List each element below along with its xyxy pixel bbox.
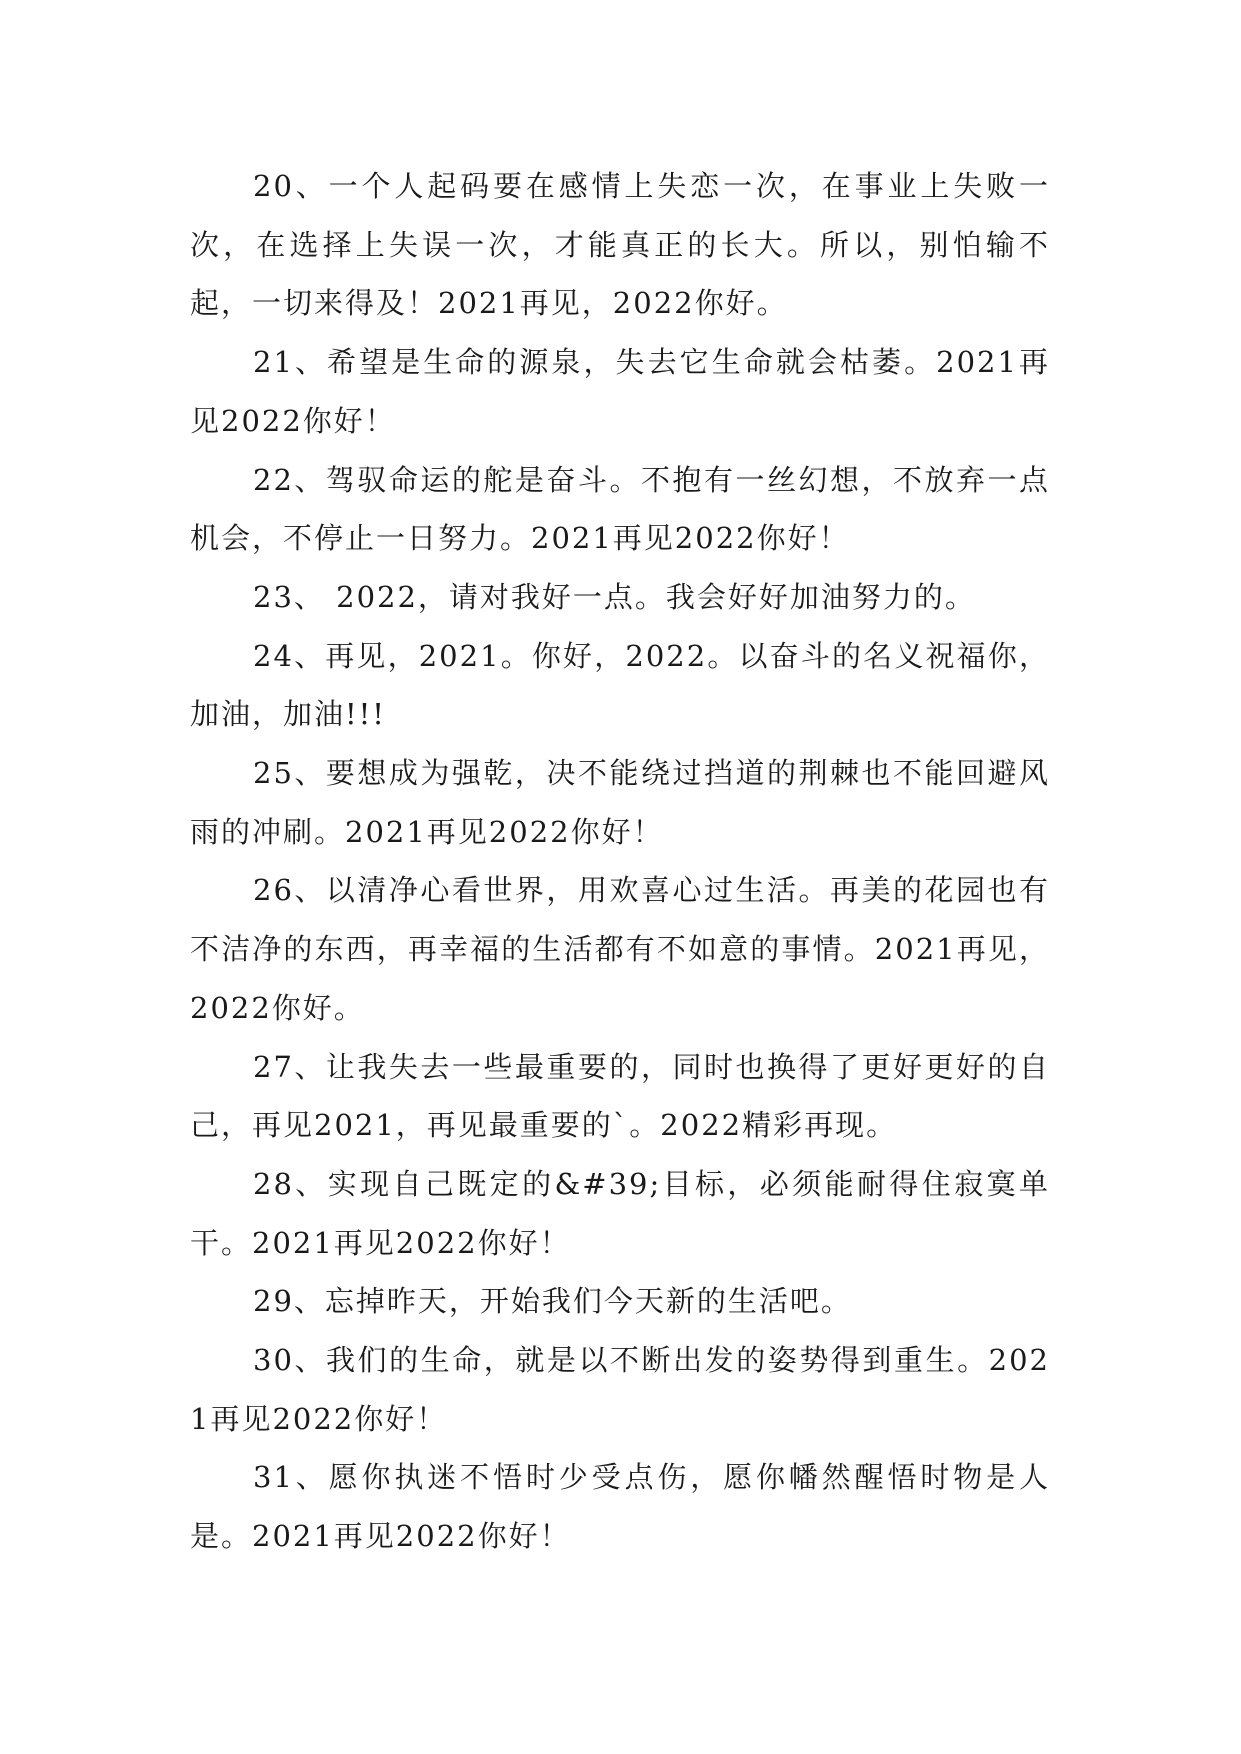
paragraph-25: 25、要想成为强乾，决不能绕过挡道的荆棘也不能回避风雨的冲刷。2021再见2022你好！	[190, 756, 1050, 849]
paragraph-21: 21、希望是生命的源泉，失去它生命就会枯萎。2021再见2022你好！	[190, 345, 1050, 438]
paragraph-27: 27、让我失去一些最重要的，同时也换得了更好更好的自己，再见2021，再见最重要的`。2022精彩再现。	[190, 1049, 1050, 1143]
paragraph-31: 31、愿你执迷不悟时少受点伤，愿你幡然醒悟时物是人是。2021再见2022你好！	[190, 1460, 1050, 1554]
paragraph-24: 24、再见，2021。你好，2022。以奋斗的名义祝福你，加油，加油!!!	[190, 638, 1050, 732]
paragraph-20: 20、一个人起码要在感情上失恋一次，在事业上失败一次，在选择上失误一次，才能真正的长大。所以，别怕输不起，一切来得及！2021再见，2022你好。	[190, 169, 1050, 321]
paragraph-23: 23、 2022，请对我好一点。我会好好加油努力的。	[253, 579, 976, 614]
paragraph-28: 28、实现自己既定的&#39;目标，必须能耐得住寂寞单干。2021再见2022你好！	[190, 1166, 1050, 1260]
paragraph-26: 26、以清净心看世界，用欢喜心过生活。再美的花园也有不洁净的东西，再幸福的生活都有不如意的事情。2021再见，2022你好。	[190, 873, 1050, 1025]
document-body	[190, 157, 1050, 1566]
paragraph-22: 22、驾驭命运的舵是奋斗。不抱有一丝幻想，不放弃一点机会，不停止一日努力。2021再见2022你好！	[190, 462, 1050, 556]
paragraph-30: 30、我们的生命，就是以不断出发的姿势得到重生。2021再见2022你好！	[190, 1343, 1050, 1436]
paragraph-29: 29、忘掉昨天，开始我们今天新的生活吧。	[253, 1284, 852, 1319]
